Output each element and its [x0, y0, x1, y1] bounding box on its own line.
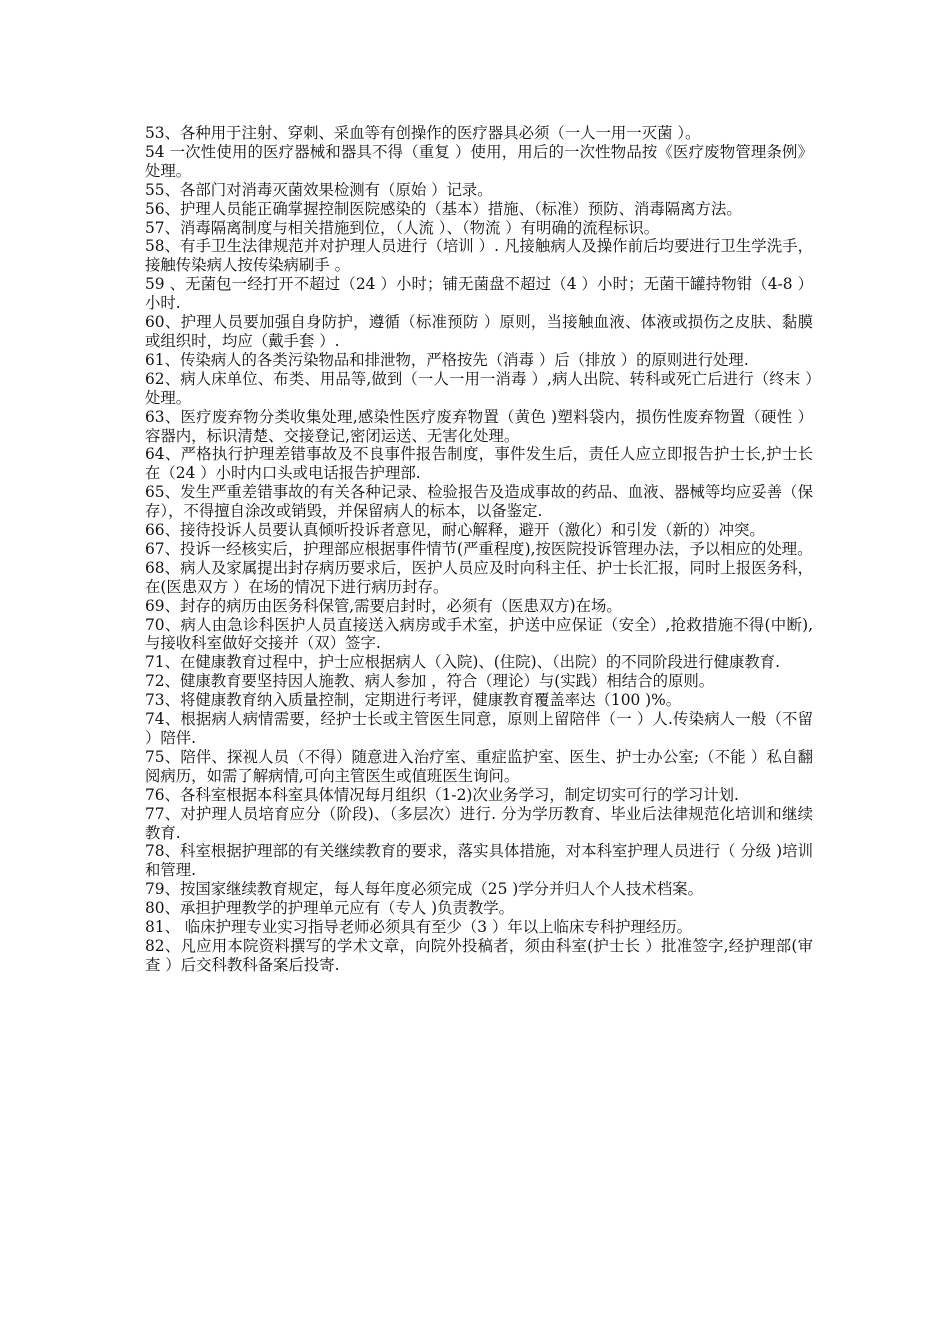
list-item: 77、对护理人员培育应分（阶段)、（多层次）进行. 分为学历教育、毕业后法律规范化培训和继续教育.	[145, 804, 813, 842]
list-item: 81、 临床护理专业实习指导老师必须具有至少（3 ）年以上临床专科护理经历。	[145, 918, 693, 937]
list-item: 54 一次性使用的医疗器械和器具不得（重复 ）使用，用后的一次性物品按《医疗废物管理条例》处理。	[145, 142, 813, 180]
list-item: 59 、无菌包一经打开不超过（24 ）小时；铺无菌盘不超过（4 ）小时；无菌干罐持物钳（4-8 ）小时.	[145, 275, 813, 313]
list-item: 72、健康教育要坚持因人施教、病人参加 ，符合（理论）与(实践）相结合的原则。	[145, 672, 715, 691]
list-item: 60、护理人员要加强自身防护，遵循（标准预防 ）原则，当接触血液、体液或损伤之皮肤、黏膜或组织时，均应（戴手套 ）.	[145, 313, 813, 350]
list-item: 62、病人床单位、布类、用品等,做到（一人一用一消毒 ）,病人出院、转科或死亡后进行（终末 ）处理。	[145, 369, 813, 407]
list-item: 82、凡应用本院资料撰写的学术文章，向院外投稿者，须由科室(护士长 ）批准签字,经护理部(审查 ）后交科教科备案后投寄.	[145, 936, 813, 974]
list-item: 69、封存的病历由医务科保管,需要启封时，必须有（医患双方)在场。	[145, 596, 622, 615]
list-item: 67、投诉一经核实后，护理部应根据事件情节(严重程度),按医院投诉管理办法，予以相应的处理。	[145, 539, 813, 558]
list-item: 79、按国家继续教育规定，每人每年度必须完成（25 )学分并归人个人技术档案。	[145, 880, 703, 899]
list-item: 78、科室根据护理部的有关继续教育的要求，落实具体措施，对本科室护理人员进行（ 分级 )培训和管理.	[145, 842, 813, 880]
list-item: 74、根据病人病情需要，经护士长或主管医生同意，原则上留陪伴（一 ）人.传染病人一般（不留 ）陪伴.	[145, 710, 813, 747]
list-item: 70、病人由急诊科医护人员直接送入病房或手术室，护送中应保证（安全）,抢救措施不得(中断),与接收科室做好交接并（双）签字.	[145, 615, 813, 653]
list-item: 65、发生严重差错事故的有关各种记录、检验报告及造成事故的药品、血液、器械等均应妥善（保存），不得擅自涂改或销毁，并保留病人的标本，以备鉴定.	[145, 483, 813, 521]
list-item: 55、各部门对消毒灭菌效果检测有（原始 ）记录。	[145, 180, 493, 199]
list-item: 63、医疗废弃物分类收集处理,感染性医疗废弃物置（黄色 )塑料袋内，损伤性废弃物置（硬性 ）容器内，标识清楚、交接登记,密闭运送、无害化处理。	[145, 407, 813, 445]
document-body	[145, 124, 813, 975]
list-item: 57、消毒隔离制度与相关措施到位，（人流 ）、（物流 ）有明确的流程标识。	[145, 218, 660, 237]
list-item: 64、严格执行护理差错事故及不良事件报告制度，事件发生后，责任人应立即报告护士长,护士长在（24 ）小时内口头或电话报告护理部.	[145, 445, 813, 483]
list-item: 76、各科室根据本科室具体情况每月组织（1-2)次业务学习，制定切实可行的学习计划.	[145, 785, 739, 804]
list-item: 80、承担护理教学的护理单元应有（专人 )负责教学。	[145, 899, 515, 918]
list-item: 71、在健康教育过程中，护士应根据病人（入院)、(住院)、（出院）的不同阶段进行健康教育.	[145, 653, 781, 672]
list-item: 58、有手卫生法律规范并对护理人员进行（培训 ）. 凡接触病人及操作前后均要进行卫生学洗手，接触传染病人按传染病刷手 。	[145, 237, 813, 275]
list-item: 73、将健康教育纳入质量控制，定期进行考评，健康教育覆盖率达（100 )%。	[145, 691, 682, 710]
list-item: 68、病人及家属提出封存病历要求后，医护人员应及时向科主任、护士长汇报，同时上报医务科，在(医患双方 ）在场的情况下进行病历封存。	[145, 558, 813, 596]
list-item: 61、传染病人的各类污染物品和排泄物，严格按先（消毒 ）后（排放 ）的原则进行处理.	[145, 350, 749, 369]
list-item: 56、护理人员能正确掌握控制医院感染的（基本）措施、（标准）预防、消毒隔离方法。	[145, 199, 742, 218]
list-item: 66、接待投诉人员要认真倾听投诉者意见，耐心解释，避开（激化）和引发（新的）冲突。	[145, 521, 765, 540]
list-item: 75、陪伴、探视人员（不得）随意进入治疗室、重症监护室、医生、护士办公室;（不能 ）私自翻阅病历，如需了解病情,可向主管医生或值班医生询问。	[145, 747, 813, 785]
list-item: 53、各种用于注射、穿刺、采血等有创操作的医疗器具必须（一人一用一灭菌 ）。	[145, 124, 701, 142]
